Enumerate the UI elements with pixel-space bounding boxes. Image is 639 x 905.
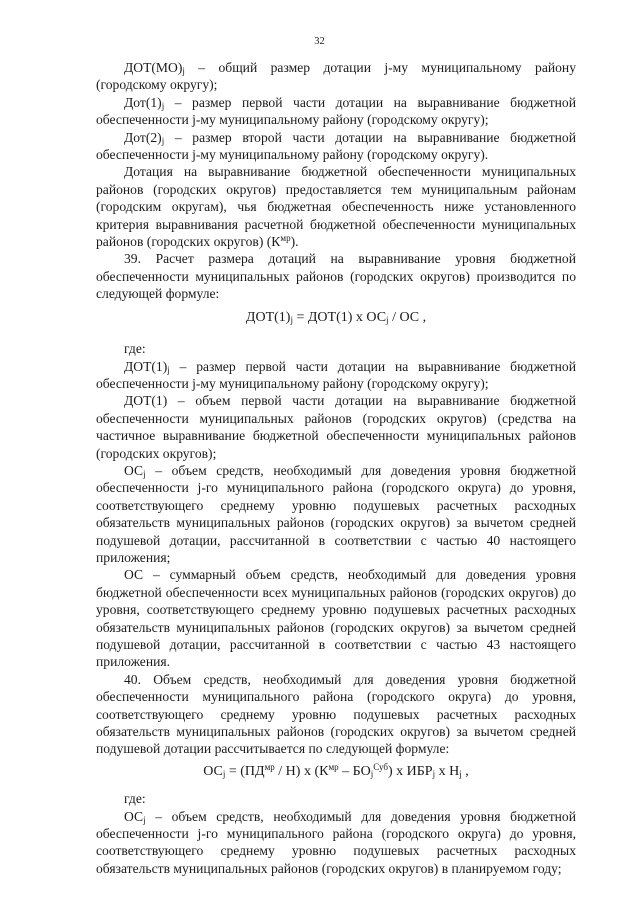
subscript: j (432, 768, 436, 779)
formula-dot1 (96, 309, 576, 326)
formula-part: = (ПД (225, 763, 265, 779)
paragraph-dot2-definition (96, 129, 576, 164)
text-run: – размер первой части дотации на выравнивание бюджетной обеспеченности j-му муниципальному району (городскому округу); (96, 358, 576, 391)
subscript: j (370, 768, 374, 779)
paragraph-dot-mo-definition (96, 59, 576, 94)
where-label: где: (124, 341, 146, 357)
subscript: j (143, 814, 146, 825)
text-run: ДОТ(1) (124, 358, 168, 374)
subscript: j (161, 135, 165, 146)
page-number: 32 (314, 36, 325, 47)
formula-part: , (461, 763, 469, 779)
paragraph-section-40: 40. Объем средств, необходимый для доведения уровня бюджетной обеспеченности муниципального района (городского округа) до уровня, соответствующего среднему уровню подушевых расчетных расходных обязательств муниципальных районов (городских округов) за вычетом средней подушевой дотации рассчитывается по следующей формуле: (96, 671, 576, 757)
subscript: j (459, 768, 462, 779)
text-run: – объем средств, необходимый для доведения уровня бюджетной обеспеченности j-го муниципального района (городского округа) до уровня, соответствующего среднему уровню подушевых расчетных расходных обязательств муниципальных районов (городских округов) в планируемом году; (96, 808, 576, 876)
paragraph-dot1-volume-definition: ДОТ(1) – объем первой части дотации на выравнивание бюджетной обеспеченности муниципальных районов (городских округов) (средства на частичное выравнивание бюджетной обеспеченности муниципальных районов (городских округов); (96, 393, 576, 461)
subscript: j (161, 100, 165, 111)
text-run: – объем средств, необходимый для доведения уровня бюджетной обеспеченности j-го муниципального района (городского округа) до уровня, соответствующего среднему уровню подушевых расчетных расходных обязательств муниципальных районов (городских округов) за вычетом средней подушевой дотации, рассчитанной в соответствии с частью 40 настоящего приложения; (96, 462, 576, 565)
paragraph-subsidy-eligibility (96, 163, 576, 250)
subscript: j (386, 314, 389, 325)
formula-osj (96, 763, 576, 780)
text-run: ОС (124, 462, 144, 478)
text-run: Дотация на выравнивание бюджетной обеспеченности муниципальных районов (городских округов) предоставляется тем муниципальным районам (городским округам), чья бюджетная обеспеченность ниже установленного критерия выравнивания расчетной бюджетной обеспеченности муниципальных районов (городских округов) (К (96, 164, 576, 250)
paragraph-osj-planned-definition (96, 808, 576, 878)
text-run: – общий размер дотации j-му муниципальному району (городскому округу); (96, 60, 576, 93)
where-label: где: (124, 791, 146, 807)
formula-part: ДОТ(1) (245, 309, 291, 325)
text-run: Дот(1) (124, 94, 162, 110)
superscript: мр (264, 761, 275, 772)
subscript: j (222, 768, 226, 779)
text-run: – размер второй части дотации на выравнивание бюджетной обеспеченности j-му муниципальному району (городскому округу). (96, 129, 576, 163)
superscript: Суб (373, 761, 388, 772)
paragraph-dot1-definition (96, 94, 576, 129)
text-run: ДОТ(МО) (124, 60, 183, 75)
text-run: – размер первой части дотации на выравнивание бюджетной обеспеченности j-му муниципальному району (городскому округу); (96, 94, 576, 128)
superscript: мр (328, 761, 339, 772)
subscript: j (290, 314, 293, 325)
formula-part: / Н) х (К (274, 763, 329, 779)
paragraph-section-39: 39. Расчет размера дотаций на выравнивание уровня бюджетной обеспеченности муниципальных районов (городских округов) производится по следующей формуле: (96, 251, 576, 302)
document-body (96, 59, 576, 877)
formula-part: – БО (338, 763, 371, 779)
paragraph-osj-definition (96, 462, 576, 566)
text-run: Дот(2) (124, 129, 162, 145)
formula-part: / ОС , (388, 309, 427, 325)
text-run: ). (290, 234, 299, 250)
paragraph-os-definition: ОС – суммарный объем средств, необходимый для доведения уровня бюджетной обеспеченности всех муниципальных районов (городских округов) до уровня, соответствующего среднему уровню подушевых расчетных расходных обязательств муниципальных районов (городских округов) за вычетом средней подушевой дотации, рассчитанной в соответствии с частью 43 настоящего приложения. (96, 567, 576, 670)
formula-part: = ДОТ(1) х ОС (292, 309, 387, 325)
superscript: мр (280, 233, 291, 244)
subscript: j (143, 468, 146, 479)
formula-part: ОС (203, 763, 223, 779)
formula-part: х Н (435, 763, 460, 779)
formula-part: ) х ИБР (388, 763, 433, 779)
text-run: ОС (124, 808, 144, 824)
subscript: j (182, 66, 185, 76)
subscript: j (167, 364, 170, 375)
paragraph-dot1j-definition (96, 358, 576, 393)
